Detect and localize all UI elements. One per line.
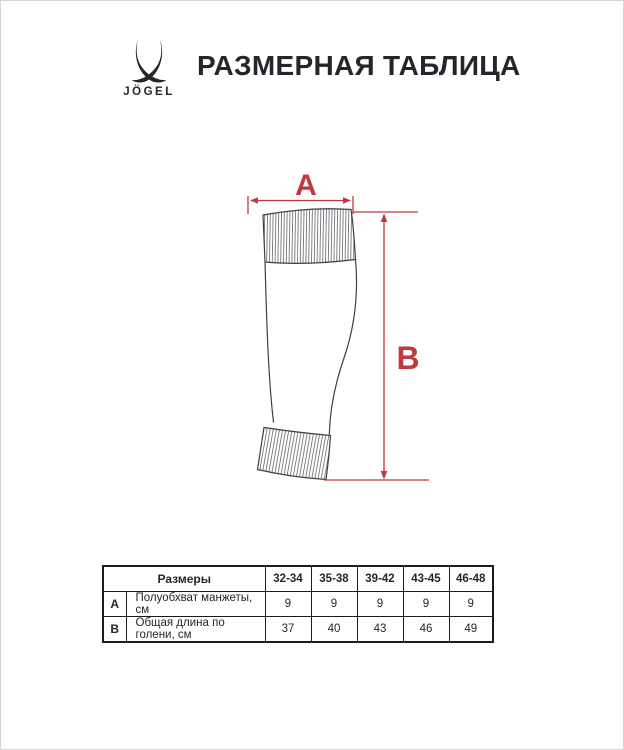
size-table [102,565,494,643]
sleeve-bottom-cuff [258,428,331,480]
sleeve-top-cuff [263,209,356,264]
cell-value: 9 [403,591,449,616]
page-title: РАЗМЕРНАЯ ТАБЛИЦА [197,50,521,81]
row-letter: A [103,591,126,616]
dimension-label-b: B [396,340,420,376]
cell-value: 9 [265,591,311,616]
jogel-logo-icon [127,37,171,87]
size-table-header-row [103,566,493,591]
row-parameter: Общая длина по голени, см [126,616,265,642]
cell-value: 37 [265,616,311,642]
size-column-header: 43-45 [403,566,449,591]
cell-value: 9 [311,591,357,616]
dimension-b [324,212,429,480]
dimension-label-a: A [295,169,317,202]
cell-value: 9 [357,591,403,616]
table-row [103,616,493,642]
sleeve-body-outline [265,260,357,435]
cell-value: 46 [403,616,449,642]
size-column-header: 32-34 [265,566,311,591]
size-column-header: 39-42 [357,566,403,591]
row-parameter: Полуобхват манжеты, см [126,591,265,616]
cell-value: 49 [449,616,493,642]
size-column-header: 35-38 [311,566,357,591]
cell-value: 40 [311,616,357,642]
cell-value: 9 [449,591,493,616]
table-corner-label: Размеры [103,566,265,591]
cell-value: 43 [357,616,403,642]
dimension-a [248,196,353,214]
jogel-logo-text: JÖGEL [123,86,175,98]
table-row [103,591,493,616]
size-column-header: 46-48 [449,566,493,591]
row-letter: B [103,616,126,642]
